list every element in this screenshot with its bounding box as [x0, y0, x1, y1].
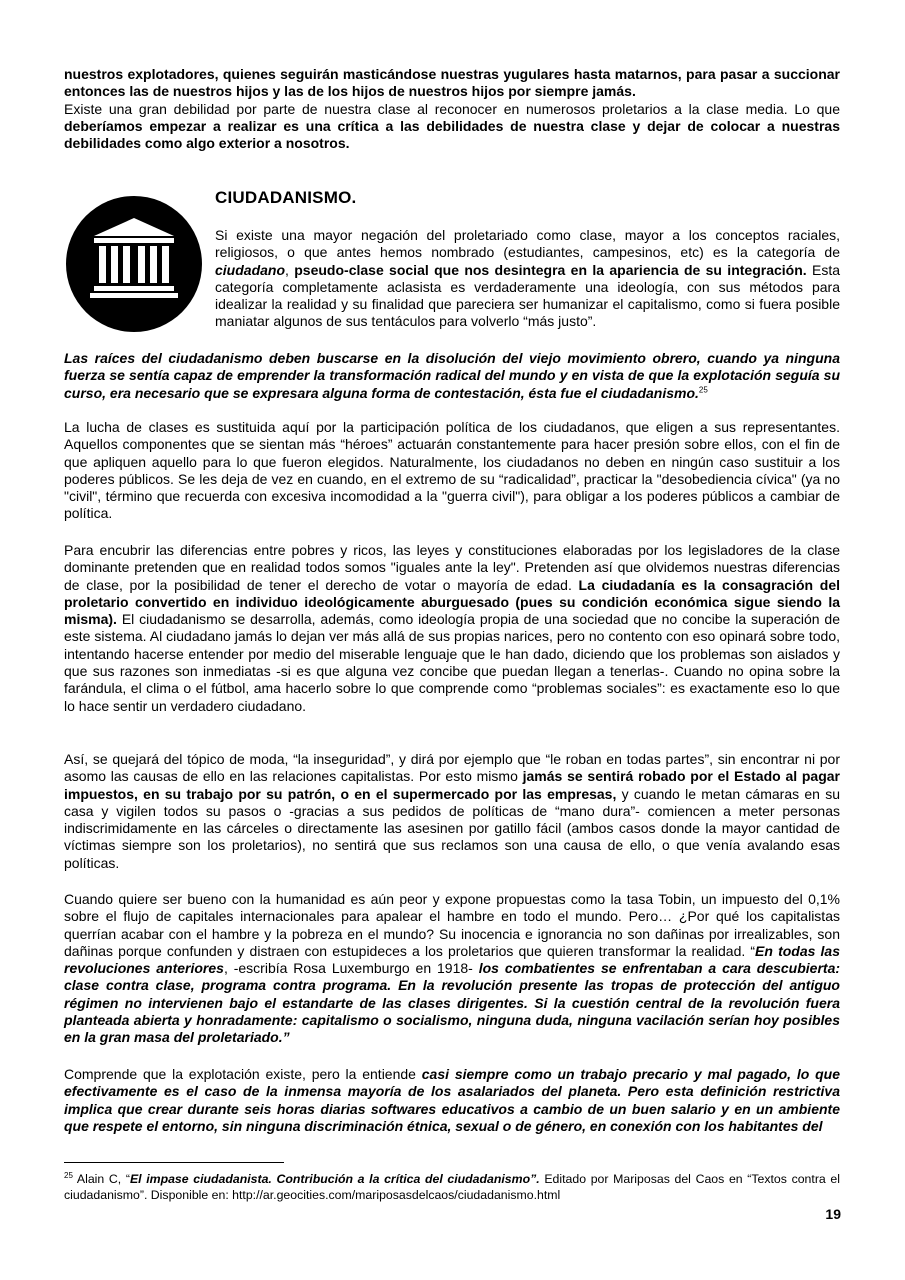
paragraph-text-2: y cuando le metan cámaras en su casa y vigilen todos su pasos o -gracias a sus pedidos de políticas de “mano dura”- comiencen a meter personas indiscrimidamente en las cárceles o directamente las asesinen por gatillo fácil (ambos casos donde la mayor cantidad de víctimas siempre son los proletarios), no sentirá que sus reclamos son una causa de ello, o que venía avalando esas políticas.: [64, 785, 840, 871]
body-paragraph-1: La lucha de clases es sustituida aquí por la participación política de los ciudadanos, que eligen a sus representantes. Aquellos componentes que se sientan más “héroes” actuarán constantemente para hacer presión sobre ellos, con el fin de que apliquen aquello para lo que fueron elegidos. Naturalmente, los ciudadanos no deben en ningún caso sustituir a los poderes públicos. Se les deja de vez en cuando, en el extremo de su “radicalidad”, practicar la "desobediencia cívica" (ya no "civil", término que recuerda con excesiva incomodidad a la "guerra civil"), para obligar a los poderes públicos a cambiar de política.: [64, 419, 840, 522]
paragraph-text: Para encubrir las diferencias entre pobres y ricos, las leyes y constituciones elaboradas por los legisladores de la clase dominante pretenden que en realidad todos somos "iguales ante la ley". Pretenden así que olvidemos nuestras diferencias de clase, por la posibilidad de tener el derecho de votar o mayoría de edad.: [64, 542, 840, 593]
section-text-2: Esta categoría completamente aclasista es verdaderamente una ideología, con sus métodos para idealizar la realidad y su finalidad que pareciera ser humanizar el capitalismo, como si fuera posible maniatar algunos de sus tentáculos para volverlo “más justo”.: [215, 261, 841, 330]
body-paragraph-3: [64, 751, 840, 872]
luxemburg-quote: los combatientes se enfrentaban a cara descubierta: clase contra clase, programa contra programa. En la revolución presente las tropas de protección del antiguo régimen no intervienen bajo el estandarte de las clases dirigentes. Si la cuestión central de la revolución fuera planteada abierta y honradamente: capitalismo o socialismo, ninguna duda, ninguna vacilación serían hoy posibles en la gran masa del proletariado.”: [64, 960, 841, 1046]
section-italic-term: ciudadano: [215, 261, 286, 278]
paragraph-text: Comprende que la explotación existe, pero la entiende: [64, 1066, 416, 1082]
classical-building-icon: [66, 196, 202, 332]
footnote-number: 25: [64, 1170, 73, 1180]
body-paragraph-2: [64, 542, 840, 715]
intro-text: Existe una gran debilidad por parte de nuestra clase al reconocer en numerosos proletarios a la clase media. Lo que: [64, 100, 840, 117]
section-text: Si existe una mayor negación del proletariado como clase, mayor a los conceptos raciales, religiosos, o que antes hemos nombrado (estudiantes, campesinos, etc) es la categoría de: [215, 227, 840, 261]
paragraph-bold-text: La ciudadanía es la consagración del proletario convertido en individuo ideológicamente aburguesado (pues su condición económica sigue siendo la misma).: [64, 576, 841, 628]
section-bold-text: pseudo-clase social que nos desintegra en la apariencia de su integración.: [294, 261, 807, 278]
page-number: 19: [825, 1206, 841, 1222]
body-paragraph-4: [64, 891, 840, 1047]
luxemburg-quote-opening: En todas las revoluciones anteriores: [64, 942, 840, 977]
paragraph-text: Cuando quiere ser bueno con la humanidad es aún peor y expone propuestas como la tasa Tobin, un impuesto del 0,1% sobre el flujo de capitales internacionales para apalear el hambre en todo el mundo. Pero… ¿Por qué los capitalistas querrían acabar con el hambre y la pobreza en el mundo? Su inocencia e ignorancia no son dañinas por irrealizables, son dañinas porque confunden y distraen con estupideces a los proletarios que quieren transformar la realidad. “: [64, 891, 840, 959]
footnote-text: Editado por Mariposas del Caos en “Textos contra el ciudadanismo”. Disponible en: http://ar.geocities.com/mariposasdelcaos/ciudadanismo.html: [64, 1172, 840, 1202]
blockquote-paragraph: [64, 350, 840, 402]
footnote-title: El impase ciudadanista. Contribución a la crítica del ciudadanismo”.: [129, 1172, 540, 1186]
paragraph-text-2: El ciudadanismo se desarrolla, además, como ideología propia de una sociedad que no concibe la superación de este sistema. Al ciudadano jamás lo dejan ver más allá de sus propias narices, pero no contento con eso opinará sobre todo, intentando hacerse entender por medio del miserable lenguaje que le han dado, diciendo que los problemas son aislados y que sus razones son inmediatas -si es que alguna vez concibe que puedan llegan a tenerlas-. Cuando no opina sobre la farándula, el clima o el fútbol, ama hacerlo sobre lo que comprende como “problemas sociales”: es exactamente eso lo que lo hace sentir un verdadero ciudadano.: [64, 611, 840, 714]
section-intro-paragraph: Si existe una mayor negación del proletariado como clase, mayor a los conceptos raciales, religiosos, o que antes hemos nombrado (estudiantes, campesinos, etc) es la categoría de ciudadano, pseudo-clase social que nos desintegra en la apariencia de su integración. Esta categoría completamente aclasista es verdaderamente una ideología, con sus métodos para idealizar la realidad y su finalidad que pareciera ser humanizar el capitalismo, como si fuera posible maniatar algunos de sus tentáculos para volverlo “más justo”.: [215, 227, 841, 330]
body-paragraph-5: [64, 1066, 840, 1135]
paragraph-text-2: , -escribía Rosa Luxemburgo en 1918-: [223, 960, 473, 977]
paragraph-quote: casi siempre como un trabajo precario y mal pagado, lo que efectivamente es el caso de la inmensa mayoría de los asalariados del planeta. Pero esta definición restrictiva implica que crear durante seis horas diarias softwares educativos a cambio de un buen salario y en un ambiente que respete el entorno, sin ninguna discriminación étnica, sexual o de género, en conexión con los habitantes del: [64, 1066, 841, 1134]
footnote-ref: 25: [698, 384, 708, 394]
footnote: [64, 1172, 840, 1203]
intro-bold-text-2: deberíamos empezar a realizar es una crítica a las debilidades de nuestra clase y dejar de colocar a nuestras debilidades como algo exterior a nosotros.: [64, 117, 840, 152]
intro-bold-text: nuestros explotadores, quienes seguirán masticándose nuestras yugulares hasta matarnos, para pasar a succionar entonces las de nuestros hijos y las de los hijos de nuestros hijos por siempre jamás.: [64, 66, 840, 100]
quote-text: Las raíces del ciudadanismo deben buscarse en la disolución del viejo movimiento obrero, cuando ya ninguna fuerza se sentía capaz de emprender la transformación radical del mundo y en vista de que la explotación seguía su curso, era necesario que se expresara alguna forma de contestación, ésta fue el ciudadanismo.: [64, 350, 840, 401]
paragraph-text: Así, se quejará del tópico de moda, “la inseguridad”, y dirá por ejemplo que “le roban en todas partes”, sin encontrar ni por asomo las causas de ello en las relaciones capitalistas. Por esto mismo: [64, 751, 840, 785]
intro-paragraph: [64, 66, 840, 152]
section-title: CIUDADANISMO.: [215, 188, 357, 207]
paragraph-bold-text: jamás se sentirá robado por el Estado al pagar impuestos, en su trabajo por su patrón, o en el supermercado por las empresas,: [64, 768, 840, 802]
footnote-divider: [64, 1162, 284, 1163]
footnote-author: Alain C, “: [76, 1172, 130, 1186]
